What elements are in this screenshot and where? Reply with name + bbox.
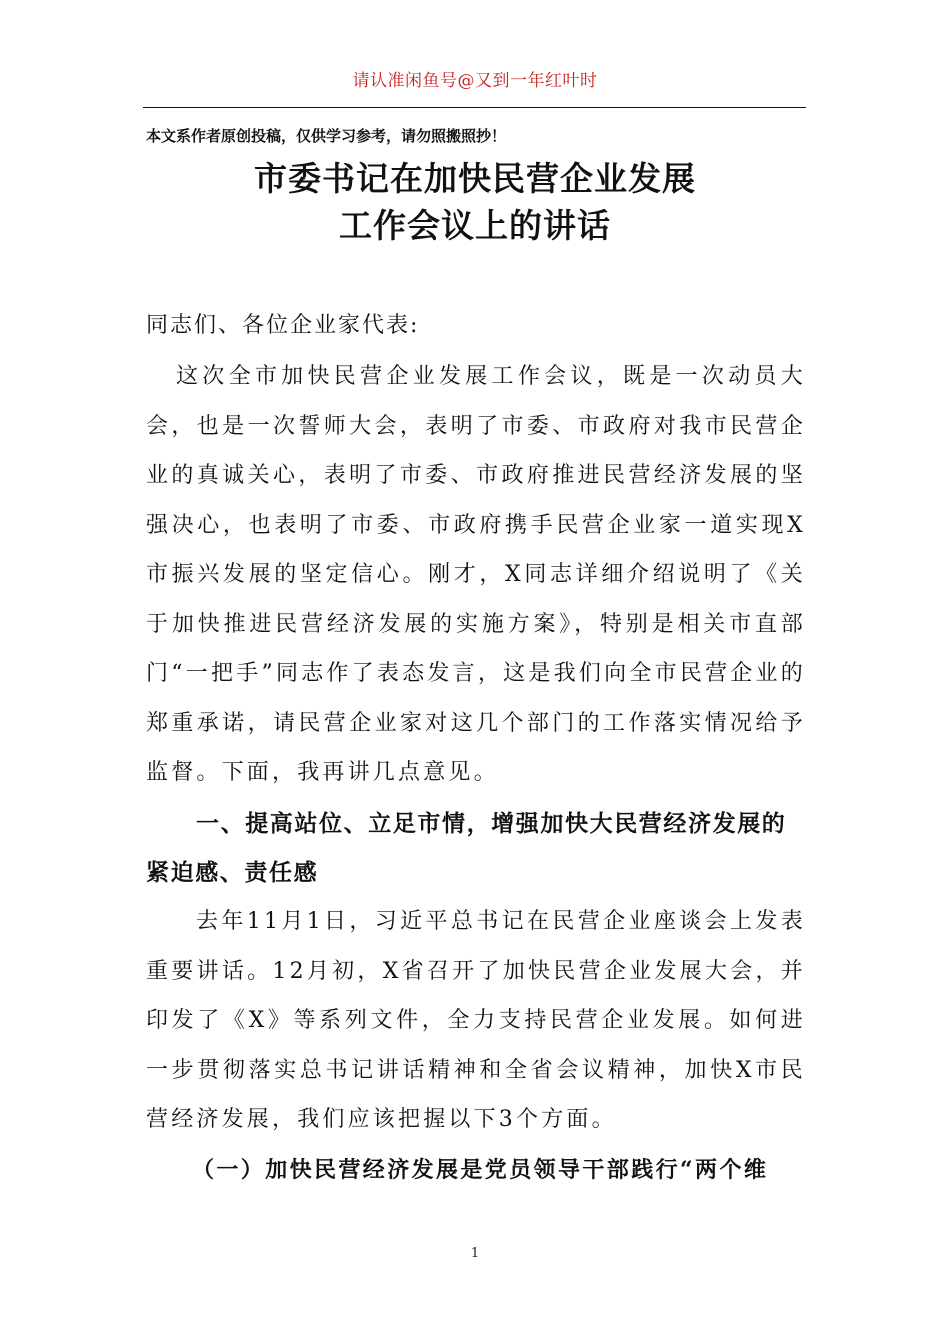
subsection-heading-1: （一）加快民营经济发展是党员领导干部践行“两个维: [192, 1157, 769, 1183]
section-heading-1: 一、提高站位、立足市情，增强加快大民营经济发展的紧迫感、责任感: [146, 811, 787, 886]
paragraph-intro: 这次全市加快民营企业发展工作会议，既是一次动员大会，也是一次誓师大会，表明了市委、市政府对我市民营企业的真诚关心，表明了市委、市政府推进民营经济发展的坚强决心，也表明了市委、市政府携手民营企业家一道实现X市振兴发展的坚定信心。刚才，X同志详细介绍说明了《关于加快推进民营经济发展的实施方案》，特别是相关市直部门“一把手”同志作了表态发言，这是我们向全市民营企业的郑重承诺，请民营企业家对这几个部门的工作落实情况给予监督。下面，我再讲几点意见。: [146, 364, 806, 785]
salutation: 同志们、各位企业家代表:: [146, 313, 420, 338]
header-watermark: 请认准闲鱼号@又到一年红叶时: [352, 71, 598, 91]
copyright-notice: 本文系作者原创投稿，仅供学习参考，请勿照搬照抄！: [146, 127, 507, 145]
header-divider: [143, 107, 806, 108]
document-title-line-1: 市委书记在加快民营企业发展: [254, 159, 696, 198]
document-title-line-2: 工作会议上的讲话: [339, 206, 611, 245]
page-number: 1: [470, 1246, 480, 1261]
paragraph-section-1: 去年11月1日，习近平总书记在民营企业座谈会上发表重要讲话。12月初，X省召开了加快民营企业发展大会，并印发了《X》等系列文件，全力支持民营企业发展。如何进一步贯彻落实总书记讲话精神和全省会议精神，加快X市民营经济发展，我们应该把握以下3个方面。: [146, 909, 806, 1132]
